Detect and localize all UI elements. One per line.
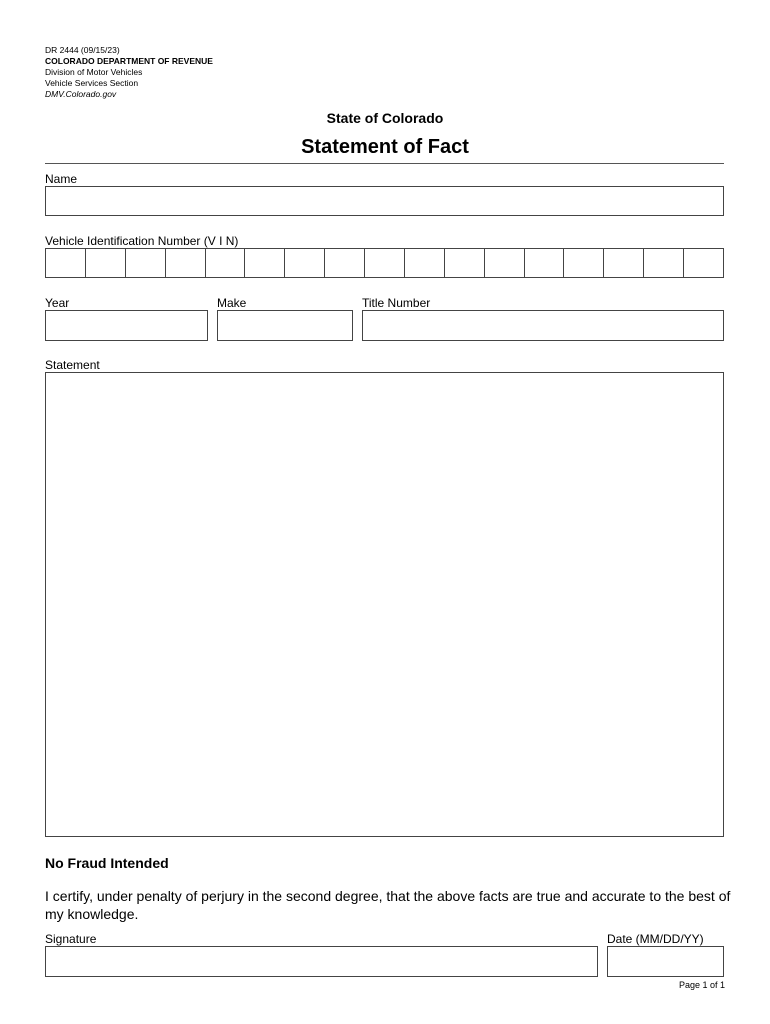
- title-number-label: Title Number: [362, 296, 431, 310]
- year-label: Year: [45, 296, 70, 310]
- vin-char-box[interactable]: [46, 249, 86, 277]
- vin-char-box[interactable]: [445, 249, 485, 277]
- vin-char-box[interactable]: [604, 249, 644, 277]
- date-label: Date (MM/DD/YY): [607, 932, 704, 946]
- department-name: COLORADO DEPARTMENT OF REVENUE: [45, 56, 213, 66]
- vin-char-box[interactable]: [564, 249, 604, 277]
- form-header: [45, 45, 213, 100]
- certification-text: I certify, under penalty of perjury in the second degree, that the above facts are true and accurate to the best of my knowledge.: [45, 888, 731, 922]
- name-label: Name: [45, 172, 78, 186]
- vin-char-box[interactable]: [525, 249, 565, 277]
- section-name: Vehicle Services Section: [45, 78, 139, 88]
- title-divider: [45, 163, 724, 164]
- year-field[interactable]: [45, 310, 208, 341]
- vin-char-box[interactable]: [285, 249, 325, 277]
- statement-label: Statement: [45, 358, 100, 372]
- website: DMV.Colorado.gov: [45, 89, 117, 99]
- state-title: State of Colorado: [326, 110, 444, 126]
- make-label: Make: [217, 296, 247, 310]
- date-field[interactable]: [607, 946, 724, 977]
- vin-char-box[interactable]: [485, 249, 525, 277]
- vin-char-box[interactable]: [684, 249, 723, 277]
- name-field[interactable]: [45, 186, 724, 216]
- no-fraud-heading: No Fraud Intended: [45, 855, 169, 871]
- division-name: Division of Motor Vehicles: [45, 67, 143, 77]
- vin-char-box[interactable]: [365, 249, 405, 277]
- vin-char-box[interactable]: [245, 249, 285, 277]
- vin-label: Vehicle Identification Number (V I N): [45, 234, 239, 248]
- vin-char-box[interactable]: [126, 249, 166, 277]
- vin-field: [45, 248, 724, 278]
- make-field[interactable]: [217, 310, 353, 341]
- form-id: DR 2444 (09/15/23): [45, 45, 120, 55]
- statement-field[interactable]: [45, 372, 724, 837]
- vin-char-box[interactable]: [86, 249, 126, 277]
- vin-char-box[interactable]: [405, 249, 445, 277]
- vin-char-box[interactable]: [166, 249, 206, 277]
- vin-char-box[interactable]: [644, 249, 684, 277]
- vin-char-box[interactable]: [325, 249, 365, 277]
- page-number: Page 1 of 1: [678, 980, 725, 990]
- signature-field[interactable]: [45, 946, 598, 977]
- title-number-field[interactable]: [362, 310, 724, 341]
- vin-char-box[interactable]: [206, 249, 246, 277]
- form-title: Statement of Fact: [301, 136, 469, 158]
- signature-label: Signature: [45, 932, 97, 946]
